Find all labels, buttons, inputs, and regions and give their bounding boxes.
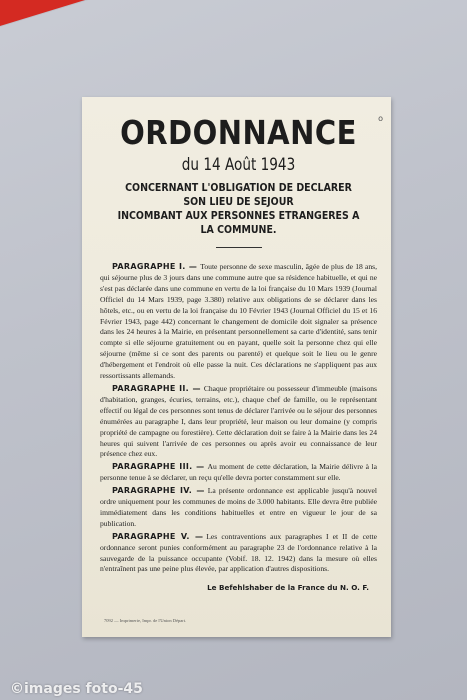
paragraph-heading: PARAGRAPHE II. —	[112, 383, 201, 393]
paragraph-text: Les contraventions aux paragraphes I et II de cette ordonnance seront punies conformément au paragraphe 23 de l'ordonnance relative à la sauvegarde de la puissance occupante (Vobif. 18. 12. 1942) dans la mesure où elles n'entraînent pas une peine plus élevée, par application d'autres dispositions.	[100, 531, 377, 574]
subject-line-2: INCOMBANT AUX PERSONNES ETRANGERES A LA COMMUNE.	[117, 210, 360, 236]
paragraph-text: Toute personne de sexe masculin, âgée de plus de 18 ans, qui séjourne plus de 3 jours dans une commune autre que sa résidence habituelle, et qui ne s'est pas déclarée dans une commune en vertu de la loi française du 10 Mars 1939 (Journal Officiel du 14 Mars 1939, page 3.380) relative aux obligations de se déclarer dans les hôtels, etc., ou en vertu de la loi française du 10 Février 1943 (Journal Officiel du 15 et 16 Février 1943, page 442) concernant le changement de domicile doit signaler sa présence dans les 24 heures à la Mairie, en présentant personnellement sa carte d'identité, sans tenir compte si elle séjourne gratuitement ou en payant, quelle soit la personne chez qui elle séjourne (même si ce sont des parents ou parenté) et quelque soit le lieu ou le genre d'hébergement et l'endroit où elle passe la nuit. Ces déclarations ne s'appliquent pas aux ressortissants allemands.	[100, 262, 378, 381]
corner-mark: o	[378, 114, 383, 123]
divider-rule	[216, 247, 262, 248]
copyright-watermark: ©images foto-45	[10, 681, 143, 697]
poster-signature: Le Befehlshaber de la France du N. O. F.	[207, 583, 369, 593]
ordinance-poster	[82, 97, 391, 637]
paragraph-2	[100, 384, 377, 460]
paragraph-heading: PARAGRAPHE III. —	[112, 462, 205, 472]
paragraph-heading: PARAGRAPHE V. —	[112, 531, 204, 541]
subject-line-1: CONCERNANT L'OBLIGATION DE DECLARER SON LIEU DE SEJOUR	[125, 182, 352, 208]
paragraph-text: Chaque propriétaire ou possesseur d'immeuble (maisons d'habitation, granges, écuries, terrains, etc.), chaque chef de famille, ou le représentant effectif ou légal de ces personnes sont tenus de déclarer l'arrivée ou le séjour des personnes énumérées au paragraphe I, dans leur propriété, leur maison ou leur domaine (y compris propriété de campagne ou forestière). Cette déclaration doit se faire à la Mairie dans les 24 heures qui suivent l'arrivée de ces personnes ou après avoir eu connaissance de leur présence chez eux.	[100, 383, 377, 459]
poster-subject	[114, 181, 363, 237]
paragraph-text: La présente ordonnance est applicable jusqu'à nouvel ordre uniquement pour les communes de moins de 3.000 habitants. Elle devra être publiée immédiatement dans les conditions habituelles et entre en vigueur le jour de sa publication.	[100, 486, 377, 528]
paragraph-4	[100, 486, 377, 530]
paragraph-1	[100, 262, 377, 382]
poster-date: du 14 Août 1943	[181, 155, 296, 175]
wall-stripe-red	[0, 0, 207, 33]
paragraph-heading: PARAGRAPHE IV. —	[112, 486, 205, 496]
printer-note: 7092 — Imprimerie, Impr. de l'Union Départ.	[104, 618, 187, 623]
paragraph-text: Au moment de cette déclaration, la Mairie délivre à la personne tenue à se déclarer, un reçu qu'elle devra porter constamment sur elle.	[100, 462, 377, 483]
paragraph-3	[100, 462, 377, 484]
poster-title: ORDONNANCE	[120, 113, 357, 152]
paragraph-heading: PARAGRAPHE I. —	[112, 262, 198, 271]
paragraph-5	[100, 532, 377, 576]
